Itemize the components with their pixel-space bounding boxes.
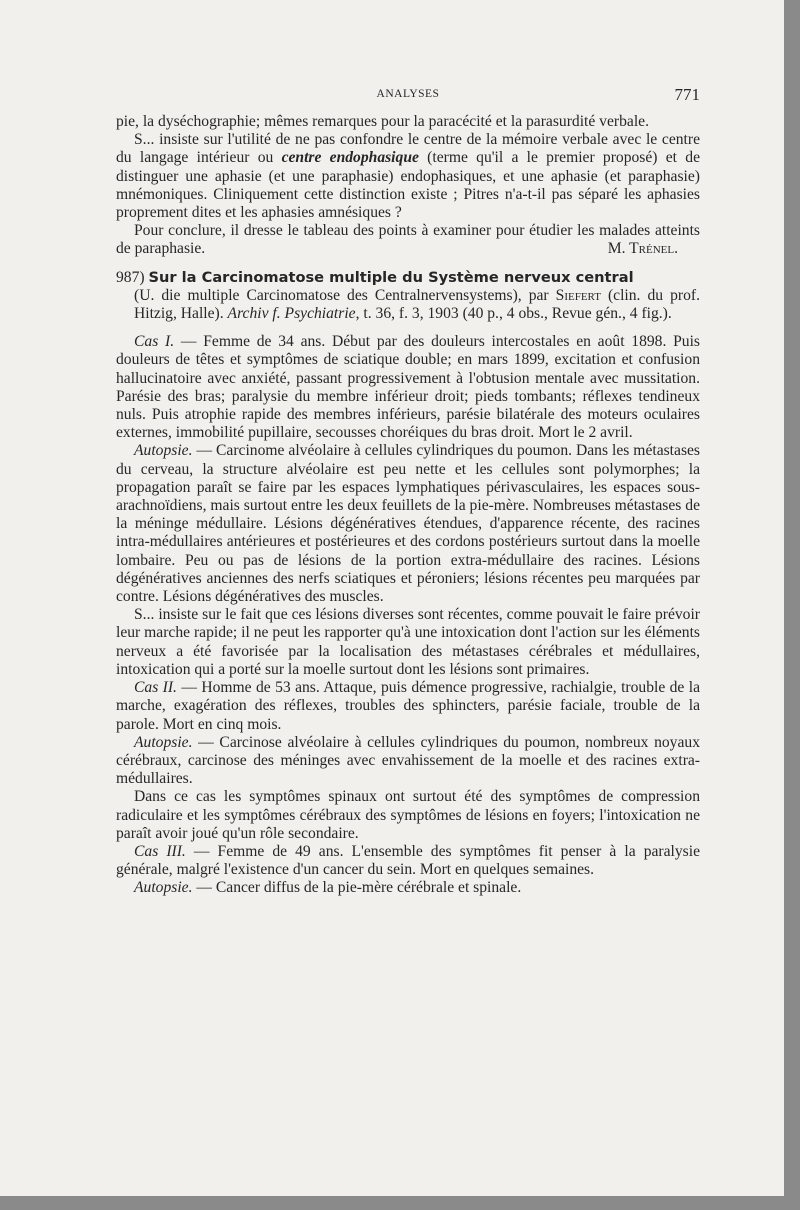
author-signature: M. Trénel. bbox=[607, 240, 678, 258]
entry-heading bbox=[116, 269, 700, 287]
bibliographic-reference bbox=[116, 287, 700, 323]
entry-title: Sur la Carcinomatose multiple du Système nerveux central bbox=[148, 268, 634, 286]
entry-number: 987) bbox=[116, 268, 145, 286]
autopsy-label: Autopsie. bbox=[134, 733, 193, 751]
case-text: — Femme de 34 ans. Début par des douleurs intercostales en août 1898. Puis douleurs de têtes et symptômes de sciatique double; en mars 1899, excitation et confusion hallucinatoire avec anxiété, passant progressivement à l'obtusion mentale avec mussitation. Parésie des bras; paralysie du membre inférieur droit; pieds tombants; réflexes tendineux nuls. Puis atrophie rapide des membres inférieurs, parésie bilatérale des moteurs oculaires externes, immobilité pupillaire, secousses choréiques du bras droit. Mort le 2 avril. bbox=[116, 333, 700, 442]
running-head: ANALYSES bbox=[376, 88, 440, 100]
reference-author: Siefert bbox=[555, 286, 601, 304]
case-text: — Femme de 49 ans. L'ensemble des symptômes fit penser à la paralysie générale, malgré l'existence d'un cancer du sein. Mort en quelques semaines. bbox=[116, 842, 700, 879]
autopsy-label: Autopsie. bbox=[134, 879, 193, 897]
page-number: 771 bbox=[674, 85, 700, 104]
paragraph bbox=[116, 788, 700, 843]
case-label: Cas II. bbox=[134, 679, 177, 697]
autopsy-paragraph bbox=[116, 879, 700, 897]
emphasis-text: centre endophasique bbox=[281, 149, 419, 167]
autopsy-label: Autopsie. bbox=[134, 442, 193, 460]
paragraph-text: Pour conclure, il dresse le tableau des points à examiner pour étudier les malades atteints de paraphasie. bbox=[116, 222, 700, 258]
reference-text: (U. die multiple Carcinomatose des Centralnervensystems), par bbox=[134, 286, 556, 304]
case-paragraph bbox=[116, 843, 700, 879]
case-label: Cas III. bbox=[134, 842, 186, 860]
reference-text: (clin. du prof. Hitzig, Halle). bbox=[134, 286, 700, 323]
case-label: Cas I. bbox=[134, 333, 175, 351]
paragraph bbox=[116, 222, 700, 258]
autopsy-text: — Cancer diffus de la pie-mère cérébrale et spinale. bbox=[192, 879, 522, 897]
autopsy-text: — Carcinose alvéolaire à cellules cylindriques du poumon, nombreux noyaux cérébraux, carcinose des méninges avec envahissement de la moelle et des racines extra-médullaires. bbox=[116, 733, 700, 788]
paragraph-text: (terme qu'il a le premier proposé) et de distinguer une aphasie (et une paraphasie) endophasiques, et une aphasie (et paraphasie) mnémoniques. Cliniquement cette distinction existe ; Pitres n'a-t-il pas séparé les aphasies proprement dites et les aphasies amnésiques ? bbox=[116, 149, 700, 222]
paragraph-text: S... insiste sur le fait que ces lésions diverses sont récentes, comme pouvait le faire prévoir leur marche rapide; il ne peut les rapporter qu'à une intoxication dont l'action sur les éléments nerveux a été favorisée par la localisation des métastases cérébrales et médullaires, intoxication qui a porté sur la moelle surtout dont les lésions sont primaires. bbox=[116, 606, 700, 678]
autopsy-paragraph bbox=[116, 442, 700, 606]
paragraph-text: Dans ce cas les symptômes spinaux ont surtout été des symptômes de compression radiculaire et les symptômes cérébraux des symptômes de lésions en foyers; l'intoxication ne paraît avoir joué qu'un rôle secondaire. bbox=[116, 788, 700, 842]
autopsy-text: — Carcinome alvéolaire à cellules cylindriques du poumon. Dans les métastases du cerveau, la structure alvéolaire est peu nette et les cellules sont polymorphes; la propagation paraît se faire par les espaces lymphatiques périvasculaires, les espaces sous-arachnoïdiens, mais surtout entre les deux feuillets de la pie-mère. Nombreuses métastases de la méninge médullaire. Lésions dégénératives étendues, d'apparence récente, des racines intra-médullaires antérieures et postérieures et des cordons postérieurs surtout dans la moelle lombaire. Peu ou pas de lésions de la portion extra-médullaire des racines. Lésions dégénératives anciennes des nerfs sciatiques et péroniers; lésions récentes peu marquées par contre. Lésions dégénératives des muscles. bbox=[116, 442, 700, 606]
page-header bbox=[116, 86, 700, 108]
case-paragraph bbox=[116, 333, 700, 442]
case-paragraph bbox=[116, 679, 700, 734]
paragraph bbox=[116, 113, 700, 131]
paragraph-text: S... insiste sur l'utilité de ne pas confondre le centre de la mémoire verbale avec le centre du langage intérieur ou bbox=[116, 131, 700, 167]
case-text: — Homme de 53 ans. Attaque, puis démence progressive, rachialgie, trouble de la marche, exagération des réflexes, troubles des sphincters, parésie faciale, trouble de la parole. Mort en cinq mois. bbox=[116, 679, 700, 733]
body-text bbox=[116, 113, 700, 898]
paragraph bbox=[116, 606, 700, 679]
paragraph-text: pie, la dyséchographie; mêmes remarques pour la paracécité et la parasurdité verbale. bbox=[116, 113, 649, 130]
paragraph bbox=[116, 131, 700, 222]
reference-text: , t. 36, f. 3, 1903 (40 p., 4 obs., Revue gén., 4 fig.). bbox=[355, 305, 672, 323]
reference-journal: Archiv f. Psychiatrie bbox=[227, 305, 356, 323]
autopsy-paragraph bbox=[116, 734, 700, 789]
